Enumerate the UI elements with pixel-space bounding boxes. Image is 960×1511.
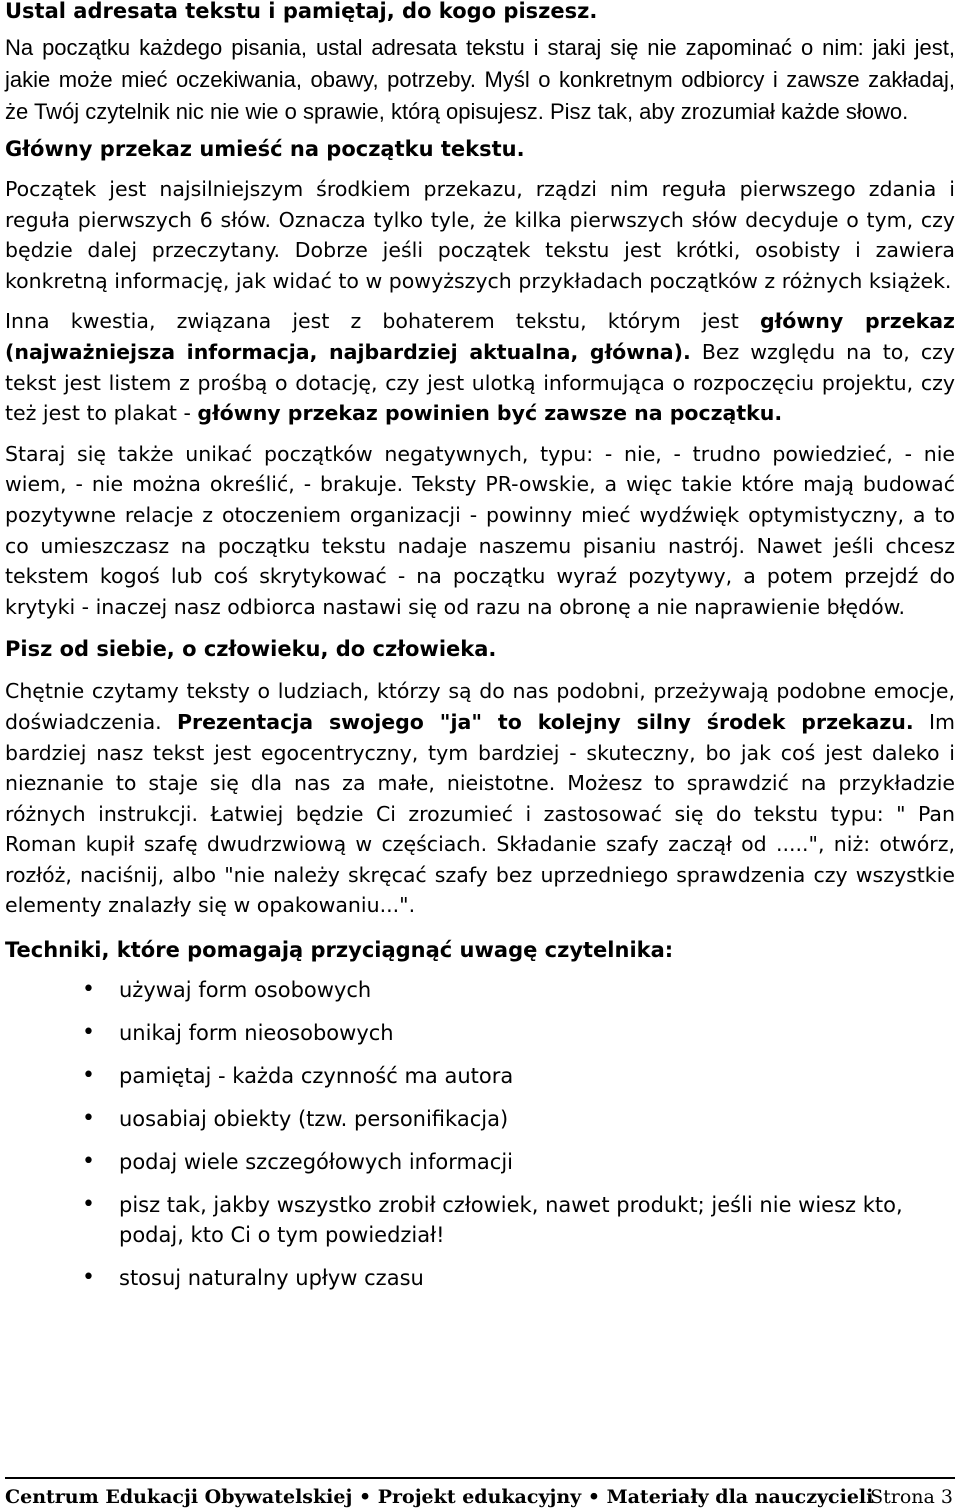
list-item [5, 1147, 955, 1177]
list-item [5, 1061, 955, 1091]
techniques-list [5, 975, 955, 1293]
bullet-icon: • [82, 1265, 95, 1291]
bullet-icon: • [82, 1192, 95, 1218]
list-item [5, 1104, 955, 1134]
paragraph-ludzie-text-2: Im bardziej nasz tekst jest egocentryczny, tym bardziej - skuteczny, bo jak coś jest daleko i nieznanie to staje się dla nas za małe, nieistotne. Możesz to sprawdzić na przykładzie różnych instrukcji. Łatwiej będzie Ci zrozumieć i zastosować się do tekstu typu: " Pan Roman kupił szafę dwudrzwiową w częściach. Składanie szafy zaczął od .....", niż: otwórz, rozłóż, naciśnij, albo "nie należy skręcać szafy bez uprzedniego sprawdzenia czy wszystkie elementy znalazły się w opakowaniu...". [5, 709, 955, 918]
bullet-icon: • [82, 1149, 95, 1175]
list-item [5, 1018, 955, 1048]
bullet-icon: • [82, 1020, 95, 1046]
paragraph-bohater-bold-2: główny przekaz powinien być zawsze na początku. [197, 401, 783, 426]
list-item-label: pisz tak, jakby wszystko zrobił człowiek, nawet produkt; jeśli nie wiesz kto, podaj, kto Ci o tym powiedział! [119, 1193, 903, 1248]
footer-source: Centrum Edukacji Obywatelskiej • Projekt edukacyjny • Materiały dla nauczycieli [5, 1486, 874, 1508]
paragraph-ludzie-bold: Prezentacja swojego "ja" to kolejny silny środek przekazu. [176, 709, 914, 734]
list-item [5, 1263, 955, 1293]
paragraph-ludzie [5, 676, 955, 921]
paragraph-bohater-bold-1: główny przekaz (najważniejsza informacja, najbardziej aktualna, główna). [5, 309, 955, 364]
list-item [5, 975, 955, 1005]
paragraph-poczatek: Początek jest najsilniejszym środkiem przekazu, rządzi nim reguła pierwszego zdania i reguła pierwszych 6 słów. Oznacza tylko tyle, że kilka pierwszych słów decyduje o tym, czy będzie dalej przeczytany. Dobrze jeśli początek tekstu jest krótki, osobisty i zawiera konkretną informację, jak widać to w powyższych przykładach początków z różnych książek. [5, 177, 955, 293]
page-footer [5, 1477, 955, 1509]
paragraph-bohater-text-1: Inna kwestia, związana jest z bohaterem tekstu, którym jest [5, 309, 760, 334]
heading-glowny-przekaz: Główny przekaz umieść na początku tekstu. [5, 137, 525, 161]
page-number: Strona 3 [870, 1486, 953, 1508]
bullet-icon: • [82, 977, 95, 1003]
list-item [5, 1190, 955, 1250]
list-item-label: używaj form osobowych [119, 978, 372, 1003]
bullet-icon: • [82, 1063, 95, 1089]
paragraph-adresat: Na początku każdego pisania, ustal adresata tekstu i staraj się nie zapominać o nim: jaki jest, jakie może mieć oczekiwania, obawy, potrzeby. Myśl o konkretnym odbiorcy i zawsze zakładaj, że Twój czytelnik nic nie wie o sprawie, którą opisujesz. Pisz tak, aby zrozumiał każde słowo. [5, 35, 955, 124]
heading-adresat: Ustal adresata tekstu i pamiętaj, do kogo piszesz. [5, 0, 598, 23]
paragraph-bohater-text-2: Bez względu na to, czy tekst jest listem z prośbą o dotację, czy jest ulotką informująca o rozpoczęciu projektu, czy też jest to plakat - [5, 339, 955, 426]
list-item-label: stosuj naturalny upływ czasu [119, 1266, 424, 1291]
list-item-label: pamiętaj - każda czynność ma autora [119, 1064, 514, 1089]
heading-od-siebie: Pisz od siebie, o człowieku, do człowieka. [5, 637, 497, 662]
list-item-label: podaj wiele szczegółowych informacji [119, 1150, 514, 1175]
paragraph-bohater [5, 306, 955, 428]
list-item-label: uosabiaj obiekty (tzw. personifikacja) [119, 1107, 509, 1132]
paragraph-negatywne: Staraj się także unikać początków negatywnych, typu: - nie, - trudno powiedzieć, - nie wiem, - nie można określić, - brakuje. Teksty PR-owskie, a więc takie które mają budować pozytywne relacje z otoczeniem organizacji - powinny mieć wydźwięk optymistyczny, a to co umieszczasz na początku tekstu nadaje naszemu pisaniu nastrój. Nawet jeśli chcesz tekstem kogoś lub coś skrytykować - na początku wyraź pozytywy, a potem przejdź do krytyki - inaczej nasz odbiorca nastawi się od razu na obronę a nie naprawienie błędów. [5, 441, 955, 619]
list-item-label: unikaj form nieosobowych [119, 1021, 394, 1046]
paragraph-ludzie-text-1: Chętnie czytamy teksty o ludziach, którzy są do nas podobni, przeżywają podobne emocje, doświadczenia. [5, 679, 955, 734]
document-page [5, 0, 955, 1293]
bullet-icon: • [82, 1106, 95, 1132]
heading-techniki: Techniki, które pomagają przyciągnąć uwagę czytelnika: [5, 938, 674, 963]
